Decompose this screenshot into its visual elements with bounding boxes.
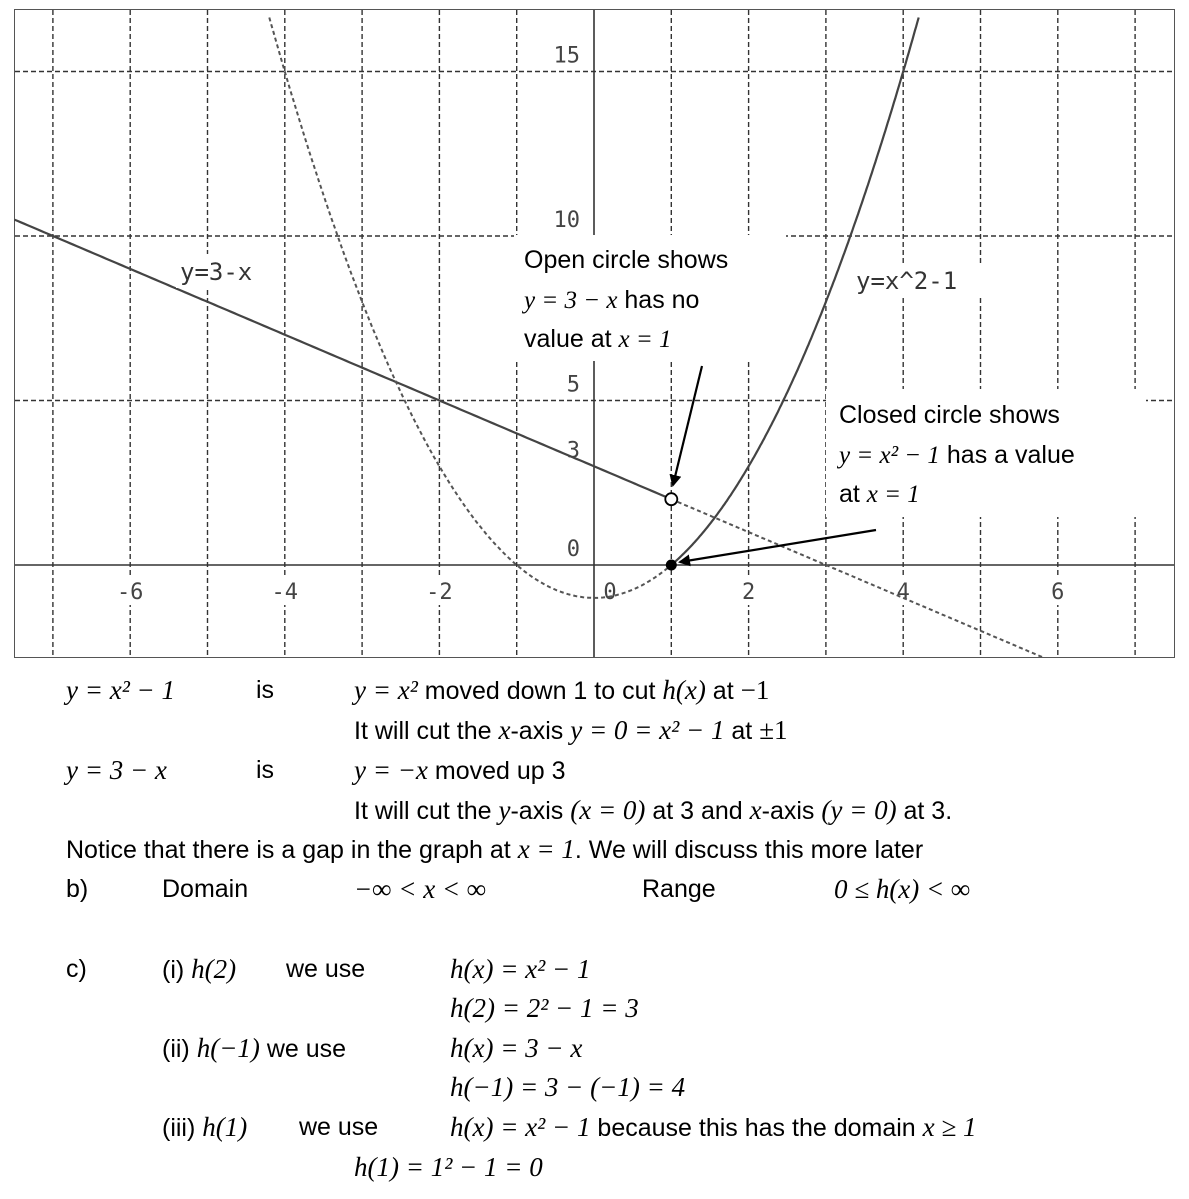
r10: h(−1) = 3 − (−1) = 4 xyxy=(450,1072,686,1102)
r3-lhs: y = 3 − x xyxy=(66,755,167,785)
y-tick-label: 10 xyxy=(553,208,580,233)
r11-formula: h(x) = x² − 1 because this has the domain x ≥ 1 xyxy=(450,1112,977,1142)
worked-solution xyxy=(0,670,1189,1199)
r3-rhs: y = −x moved up 3 xyxy=(354,755,566,785)
open-circle xyxy=(665,493,677,505)
callout-open-line1: Open circle shows xyxy=(524,246,729,274)
y-tick-label: 5 xyxy=(566,372,580,398)
x-tick-label: 4 xyxy=(896,580,910,605)
r1-is: is xyxy=(256,676,275,704)
r7-weuse: we use xyxy=(286,955,366,983)
r9-part: (ii) h(−1) we use xyxy=(162,1033,347,1063)
r6-domain: −∞ < x < ∞ xyxy=(354,874,487,904)
y-tick-label: 3 xyxy=(566,438,580,464)
x-tick-label: 0 xyxy=(603,580,617,605)
callout-open-line3: value at x = 1 xyxy=(524,325,672,353)
r7-part: (i) h(2) xyxy=(162,954,237,984)
r9-formula: h(x) = 3 − x xyxy=(450,1033,583,1063)
graph-panel xyxy=(14,9,1175,658)
r12: h(1) = 1² − 1 = 0 xyxy=(354,1152,543,1182)
r6-range-label: Range xyxy=(642,875,716,903)
r6-range: 0 ≤ h(x) < ∞ xyxy=(834,874,971,904)
x-tick-label: -4 xyxy=(271,580,299,605)
r6-label: b) xyxy=(66,875,89,903)
x-tick-label: -6 xyxy=(116,580,144,605)
r1-rhs: y = x² moved down 1 to cut h(x) at −1 xyxy=(354,675,770,705)
r5: Notice that there is a gap in the graph at x = 1. We will discuss this more later xyxy=(66,834,924,864)
r11-part: (iii) h(1) xyxy=(162,1112,248,1142)
r6-domain-label: Domain xyxy=(162,875,249,903)
x-tick-label: -2 xyxy=(426,580,453,605)
r2: It will cut the x-axis y = 0 = x² − 1 at ±1 xyxy=(354,715,788,745)
y-tick-label: 15 xyxy=(553,43,580,69)
r4: It will cut the y-axis (x = 0) at 3 and x-axis (y = 0) at 3. xyxy=(354,795,953,825)
callout-open-line2: y = 3 − x has no xyxy=(524,286,700,314)
callout-closed-line2: y = x² − 1 has a value xyxy=(839,441,1075,469)
y-tick-label: 0 xyxy=(566,537,580,562)
callout-closed-line3: at x = 1 xyxy=(839,480,920,508)
x-tick-label: 6 xyxy=(1051,580,1065,605)
series-label-parabola: y=x^2-1 xyxy=(856,267,958,295)
function-graph xyxy=(14,9,1175,658)
callout-closed-line1: Closed circle shows xyxy=(839,401,1060,429)
r11-weuse: we use xyxy=(299,1113,379,1141)
r7-formula: h(x) = x² − 1 xyxy=(450,954,591,984)
series-label-line: y=3-x xyxy=(180,258,253,286)
x-tick-label: 2 xyxy=(741,580,756,605)
r7-label: c) xyxy=(66,955,87,983)
closed-circle xyxy=(666,560,677,571)
r1-lhs: y = x² − 1 xyxy=(66,675,176,705)
r8: h(2) = 2² − 1 = 3 xyxy=(450,993,639,1023)
r3-is: is xyxy=(256,756,275,784)
